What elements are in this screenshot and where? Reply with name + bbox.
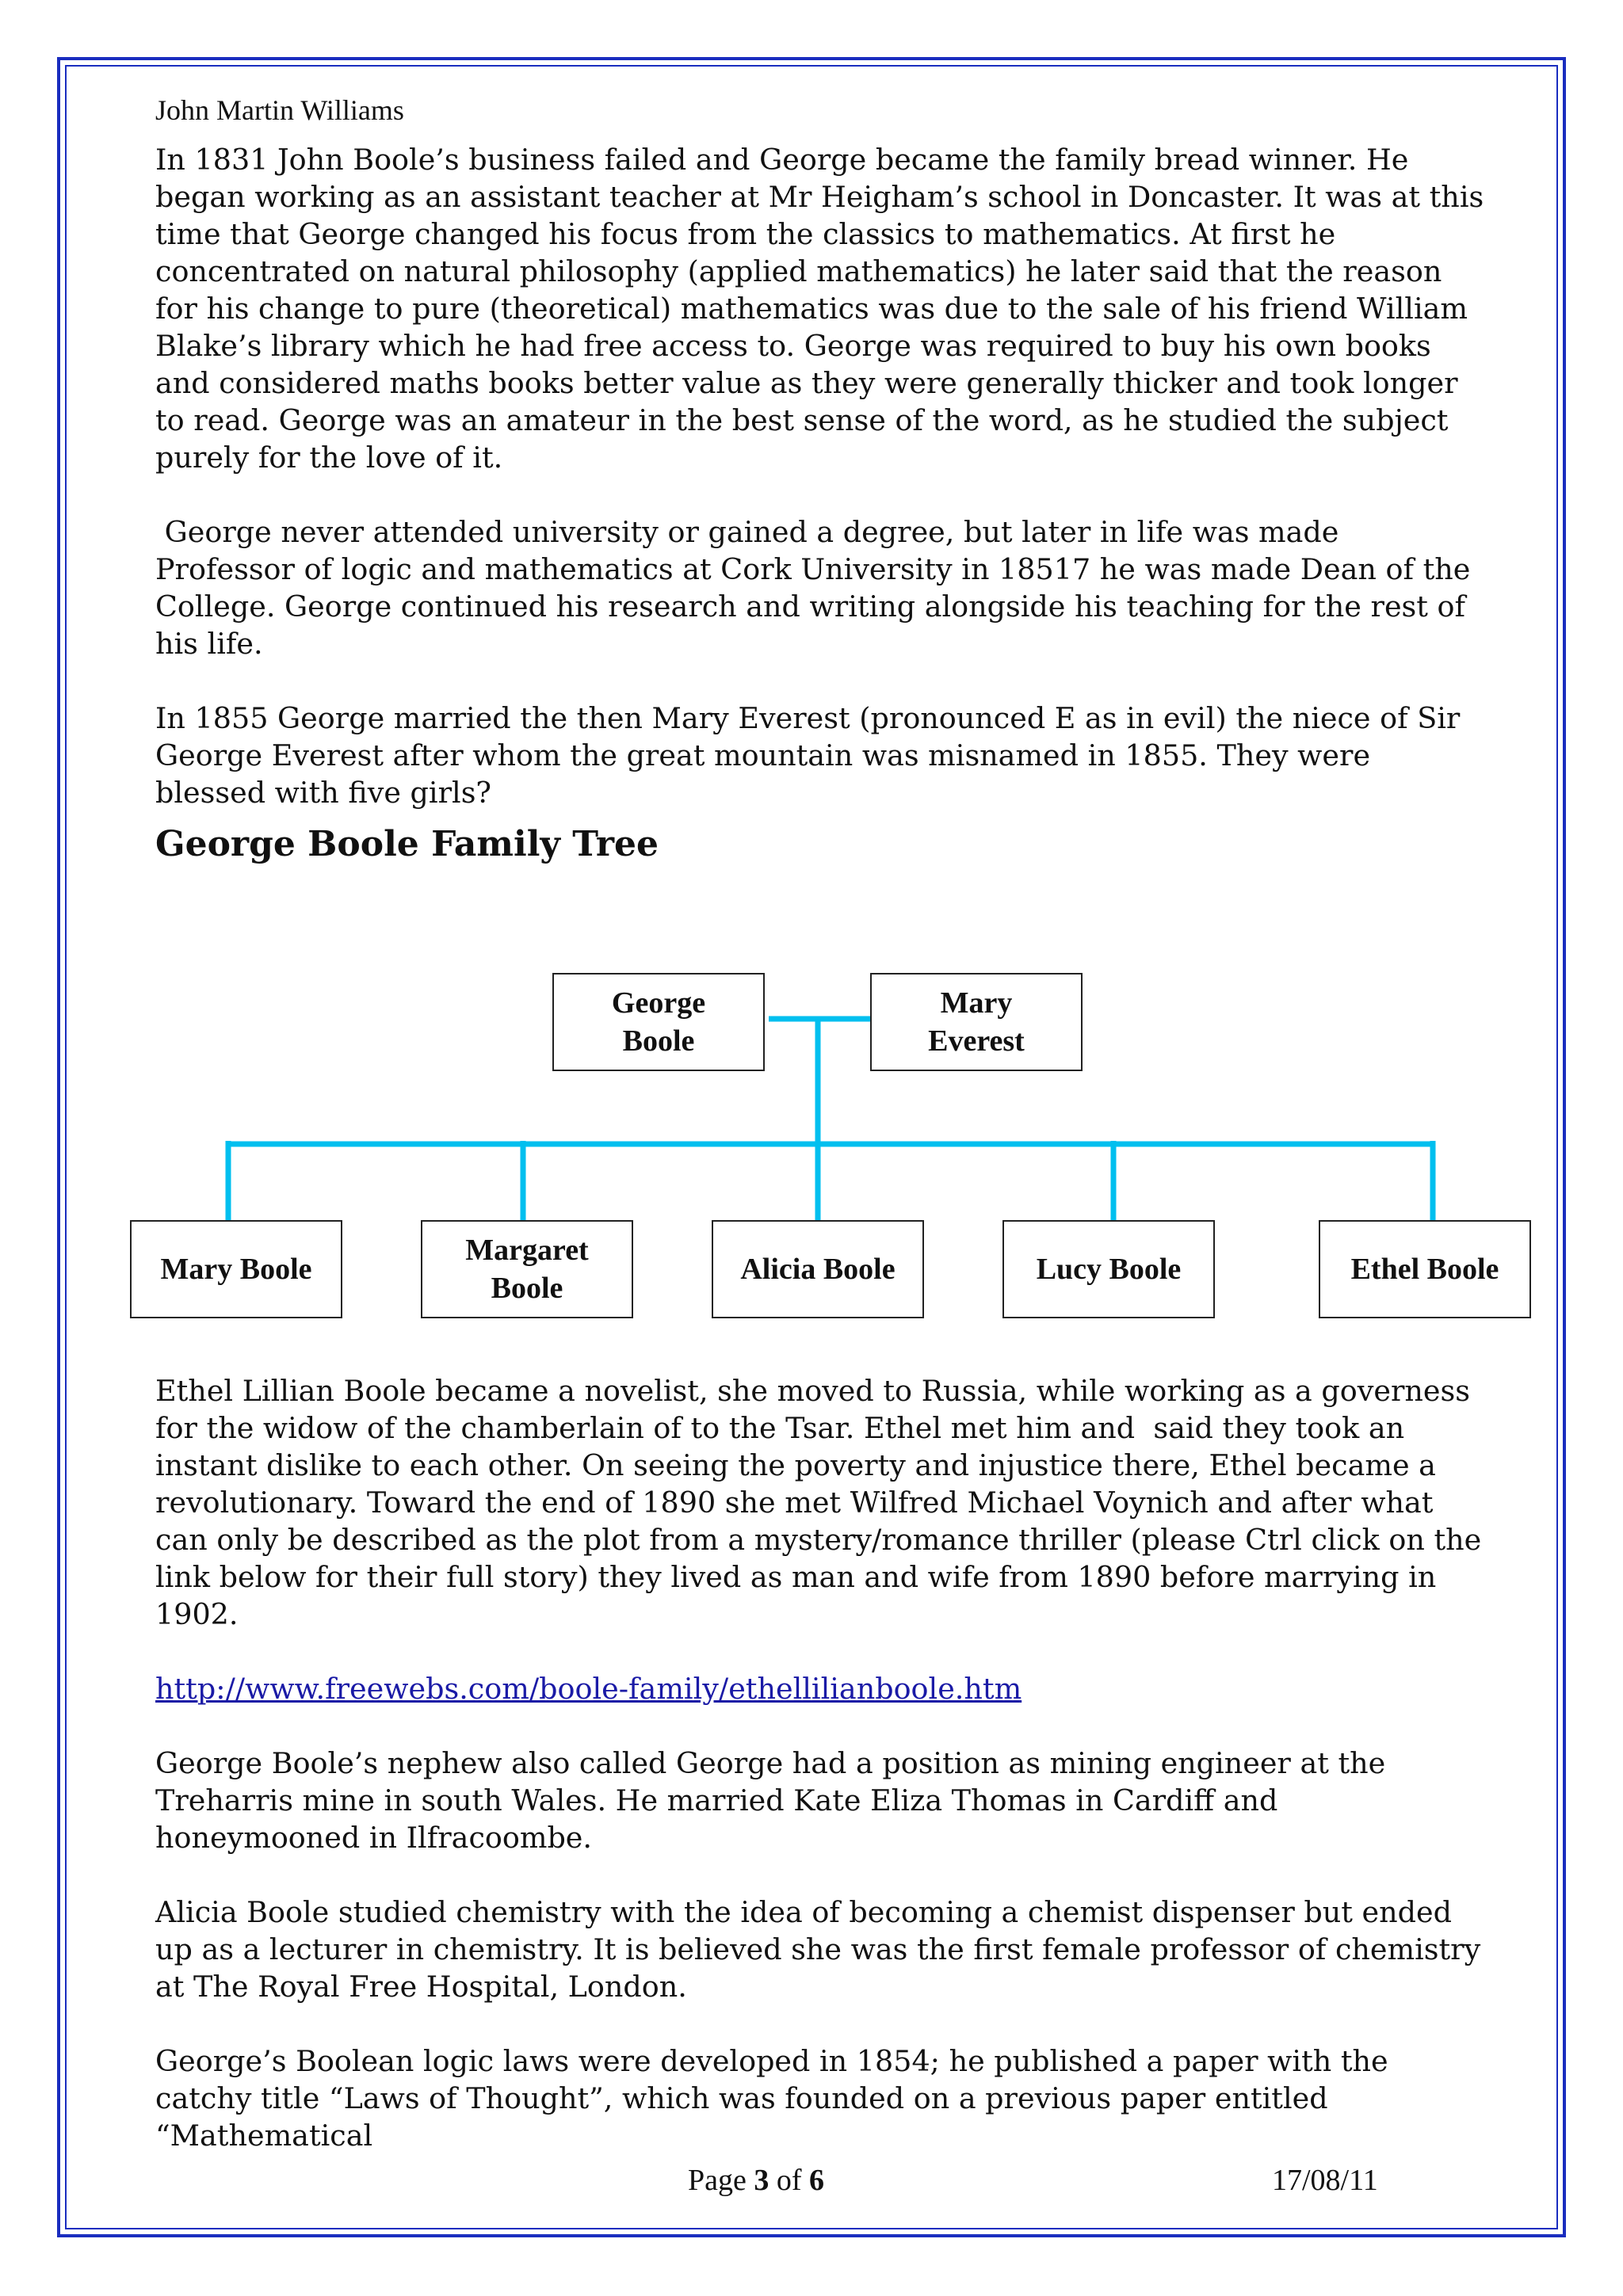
tree-node-label: Alicia Boole (740, 1253, 896, 1286)
header-author: John Martin Williams (155, 94, 404, 126)
footer-page-current: 3 (754, 2164, 769, 2197)
tree-node-ethel-boole (1319, 1220, 1531, 1318)
section-heading-family-tree: George Boole Family Tree (155, 824, 659, 864)
tree-node-margaret-boole (421, 1220, 633, 1318)
footer-page-prefix: Page (688, 2164, 754, 2197)
paragraph-alicia: Alicia Boole studied chemistry with the idea of becoming a chemist dispenser but ended up as a lecturer in chemistry. It is believed she was the first female professor of chemistry at The Royal Free Hospital, London. (155, 1895, 1490, 2004)
tree-node-label: George Boole (611, 986, 706, 1058)
paragraph-professor: George never attended university or gained a degree, but later in life was made Professor of logic and mathematics at Cork University in 18517 he was made Dean of the College. George continued his research and writing alongside his teaching for the rest of his life. (155, 515, 1480, 661)
paragraph-marriage: In 1855 George married the then Mary Everest (pronounced E as in evil) the niece of Sir George Everest after whom the great mountain was misnamed in 1855. They were blessed with five girls? (155, 701, 1469, 810)
paragraph-laws-of-thought: George’s Boolean logic laws were developed in 1854; he published a paper with the catchy title “Laws of Thought”, which was founded on a previous paper entitled “Mathematical (155, 2044, 1398, 2153)
tree-node-mary-boole (130, 1220, 342, 1318)
page-content-bottom (155, 1372, 1491, 2191)
tree-node-label: Mary Everest (928, 986, 1025, 1058)
tree-node-label: Margaret Boole (465, 1234, 589, 1305)
tree-node-mary-everest (870, 973, 1083, 1071)
tree-node-label: Lucy Boole (1036, 1253, 1182, 1286)
tree-node-label: Mary Boole (160, 1253, 312, 1286)
tree-node-george-boole (552, 973, 765, 1071)
page-content-top (155, 93, 1493, 849)
tree-node-alicia-boole (712, 1220, 924, 1318)
tree-node-lucy-boole (1002, 1220, 1215, 1318)
footer-page-number (688, 2163, 824, 2198)
paragraph-business-failed: In 1831 John Boole’s business failed and George became the family bread winner. He began working as an assistant teacher at Mr Heigham’s school in Doncaster. It was at this time that George changed his focus from the classics to mathematics. At first he concentrated on natural philosophy (applied mathematics) he later said that the reason for his change to pure (theoretical) mathematics was due to the sale of his friend William Blake’s library which he had free access to. George was required to buy his own books and considered maths books better value as they were generally thicker and took longer to read. George was an amateur in the best sense of the word, as he studied the subject purely for the love of it. (155, 143, 1493, 475)
link-ethel-story[interactable]: http://www.freewebs.com/boole-family/ethellilianboole.htm (155, 1672, 1022, 1706)
tree-node-label: Ethel Boole (1350, 1253, 1499, 1286)
footer-page-total: 6 (809, 2164, 825, 2197)
footer-date: 17/08/11 (1272, 2164, 1378, 2197)
footer-page-of: of (769, 2164, 810, 2197)
paragraph-ethel: Ethel Lillian Boole became a novelist, she moved to Russia, while working as a governess for the widow of the chamberlain of to the Tsar. Ethel met him and said they took an instant dislike to each other. On seeing the poverty and injustice there, Ethel became a revolutionary. Toward the end of 1890 she met Wilfred Michael Voynich and after what can only be described as the plot from a mystery/romance thriller (please Ctrl click on the link below for their full story) they lived as man and wife from 1890 before marrying in 1902. (155, 1374, 1491, 1631)
paragraph-nephew: George Boole’s nephew also called George had a position as mining engineer at the Treharris mine in south Wales. He married Kate Eliza Thomas in Cardiff and honeymooned in Ilfracoombe. (155, 1746, 1395, 1855)
